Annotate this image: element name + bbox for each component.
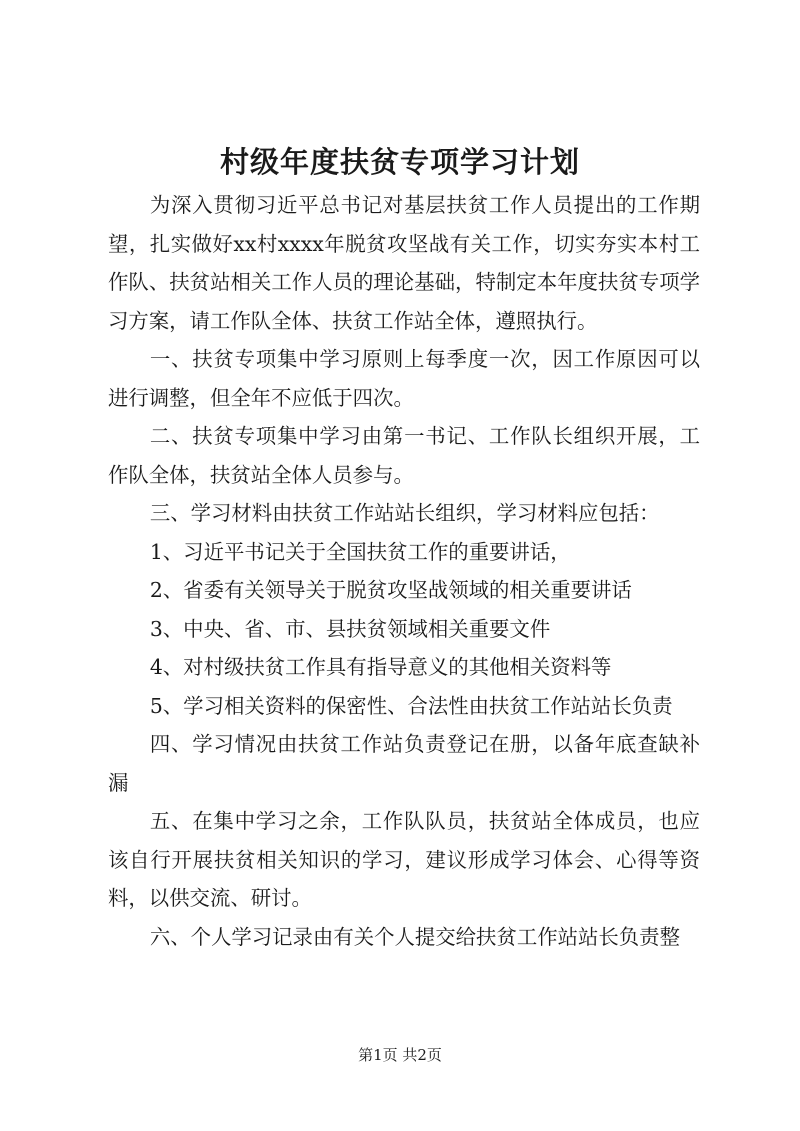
material-item-3: 3、中央、省、市、县扶贫领域相关重要文件	[149, 616, 551, 641]
material-item-4: 4、对村级扶贫工作具有指导意义的其他相关资料等	[149, 655, 612, 679]
material-item-2: 2、省委有关领导关于脱贫攻坚战领域的相关重要讲话	[149, 578, 632, 602]
document-title: 村级年度扶贫专项学习计划	[219, 145, 580, 179]
item-one-paragraph: 一、扶贫专项集中学习原则上每季度一次，因工作原因可以进行调整，但全年不应低于四次。	[108, 347, 700, 410]
material-item-5: 5、学习相关资料的保密性、合法性由扶贫工作站站长负责	[149, 693, 673, 718]
item-four-paragraph: 四、学习情况由扶贫工作站负责登记在册，以备年底查缺补漏	[108, 732, 700, 795]
item-three-paragraph: 三、学习材料由扶贫工作站站长组织，学习材料应包括：	[149, 501, 660, 525]
intro-paragraph: 为深入贯彻习近平总书记对基层扶贫工作人员提出的工作期望，扎实做好xx村xxxx年脱贫攻坚战有关工作，切实夯实本村工作队、扶贫站相关工作人员的理论基础，特制定本年度扶贫专项学习方案，请工作队全体、扶贫工作站全体，遵照执行。	[108, 193, 700, 333]
document-body	[108, 186, 700, 956]
material-item-1: 1、习近平书记关于全国扶贫工作的重要讲话，	[149, 539, 571, 564]
item-five-paragraph: 五、在集中学习之余，工作队队员，扶贫站全体成员，也应该自行开展扶贫相关知识的学习，建议形成学习体会、心得等资料，以供交流、研讨。	[108, 809, 700, 910]
page-number: 第1页 共2页	[358, 1046, 442, 1064]
item-two-paragraph: 二、扶贫专项集中学习由第一书记、工作队长组织开展，工作队全体，扶贫站全体人员参与。	[108, 424, 700, 487]
item-six-paragraph: 六、个人学习记录由有关个人提交给扶贫工作站站长负责整	[149, 924, 680, 949]
